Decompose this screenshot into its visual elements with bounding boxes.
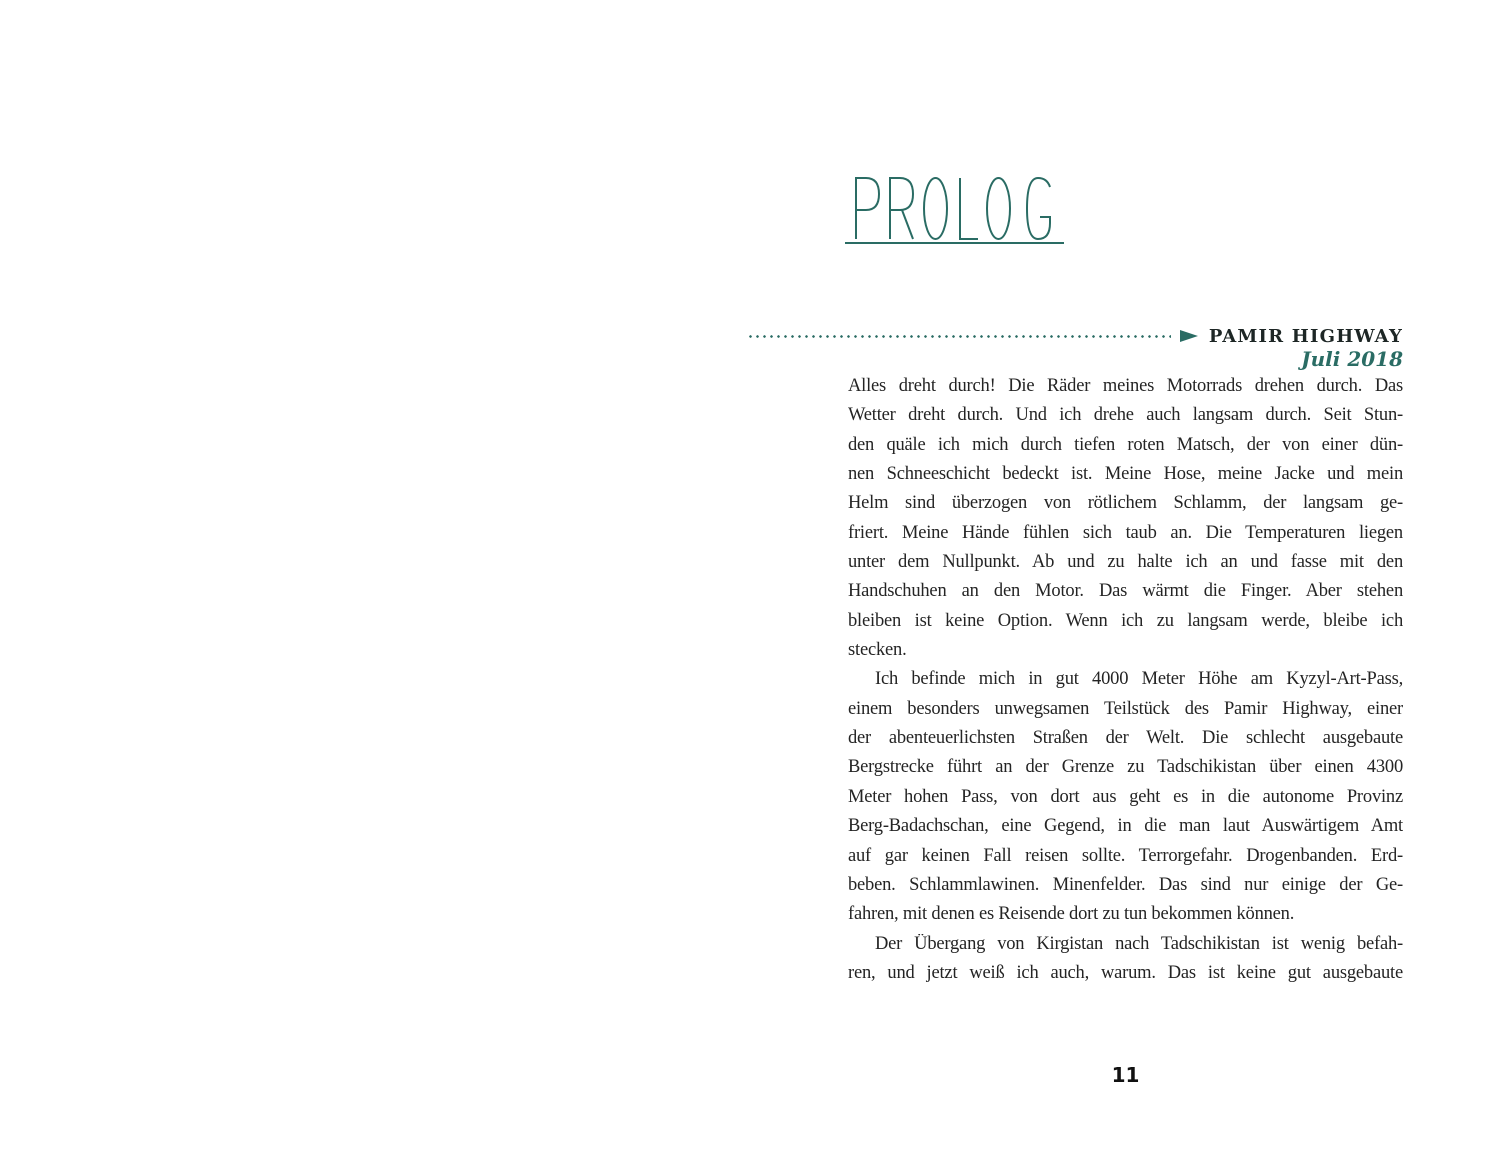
chapter-heading [853, 177, 1053, 240]
text-line: Der Übergang von Kirgistan nach Tadschikistan ist wenig befah- [875, 933, 1403, 954]
text-line: Alles dreht durch! Die Räder meines Motorrads drehen durch. Das [848, 376, 1403, 396]
text-line: den quäle ich mich durch tiefen roten Matsch, der von einer dün- [848, 434, 1403, 455]
text-line: unter dem Nullpunkt. Ab und zu halte ich an und fasse mit den [848, 552, 1403, 573]
paragraph [848, 934, 1403, 993]
text-line: auf gar keinen Fall reisen sollte. Terrorgefahr. Drogenbanden. Erd- [848, 845, 1403, 866]
body-text [848, 376, 1403, 992]
text-line: fahren, mit denen es Reisende dort zu tun bekommen können. [848, 904, 1295, 925]
text-line: friert. Meine Hände fühlen sich taub an. Die Temperaturen liegen [848, 522, 1403, 543]
text-line: stecken. [848, 640, 907, 661]
text-line: bleiben ist keine Option. Wenn ich zu langsam werde, bleibe ich [848, 610, 1403, 631]
text-line: einem besonders unwegsamen Teilstück des Pamir Highway, einer [848, 698, 1403, 719]
text-line: Helm sind überzogen von rötlichem Schlamm, der langsam ge- [848, 493, 1403, 514]
paragraph [848, 669, 1403, 933]
date-label: Juli 2018 [1301, 347, 1403, 371]
text-line: Wetter dreht durch. Und ich drehe auch langsam durch. Seit Stun- [848, 405, 1403, 426]
right-arrow-icon [1180, 330, 1198, 342]
location-label: PAMIR HIGHWAY [1208, 325, 1403, 347]
chapter-title-art [853, 177, 1053, 240]
page-number: 11 [1111, 1063, 1140, 1087]
dotted-leader-line [747, 335, 1171, 338]
text-line: Meter hohen Pass, von dort aus geht es in die autonome Provinz [848, 786, 1403, 807]
text-line: ren, und jetzt weiß ich auch, warum. Das ist keine gut ausgebaute [848, 962, 1403, 983]
text-line: Handschuhen an den Motor. Das wärmt die Finger. Aber stehen [848, 581, 1403, 602]
text-line: Bergstrecke führt an der Grenze zu Tadschikistan über einen 4300 [848, 757, 1403, 778]
paragraph [848, 376, 1403, 669]
text-line: der abenteuerlichsten Straßen der Welt. Die schlecht ausgebaute [848, 728, 1403, 749]
chapter-underline [845, 242, 1064, 244]
text-line: Ich befinde mich in gut 4000 Meter Höhe am Kyzyl-Art-Pass, [875, 669, 1403, 690]
text-line: nen Schneeschicht bedeckt ist. Meine Hose, meine Jacke und mein [848, 464, 1403, 485]
location-header [747, 327, 1403, 345]
text-line: beben. Schlammlawinen. Minenfelder. Das sind nur einige der Ge- [848, 874, 1403, 895]
text-line: Berg-Badachschan, eine Gegend, in die man laut Auswärtigem Amt [848, 816, 1403, 837]
